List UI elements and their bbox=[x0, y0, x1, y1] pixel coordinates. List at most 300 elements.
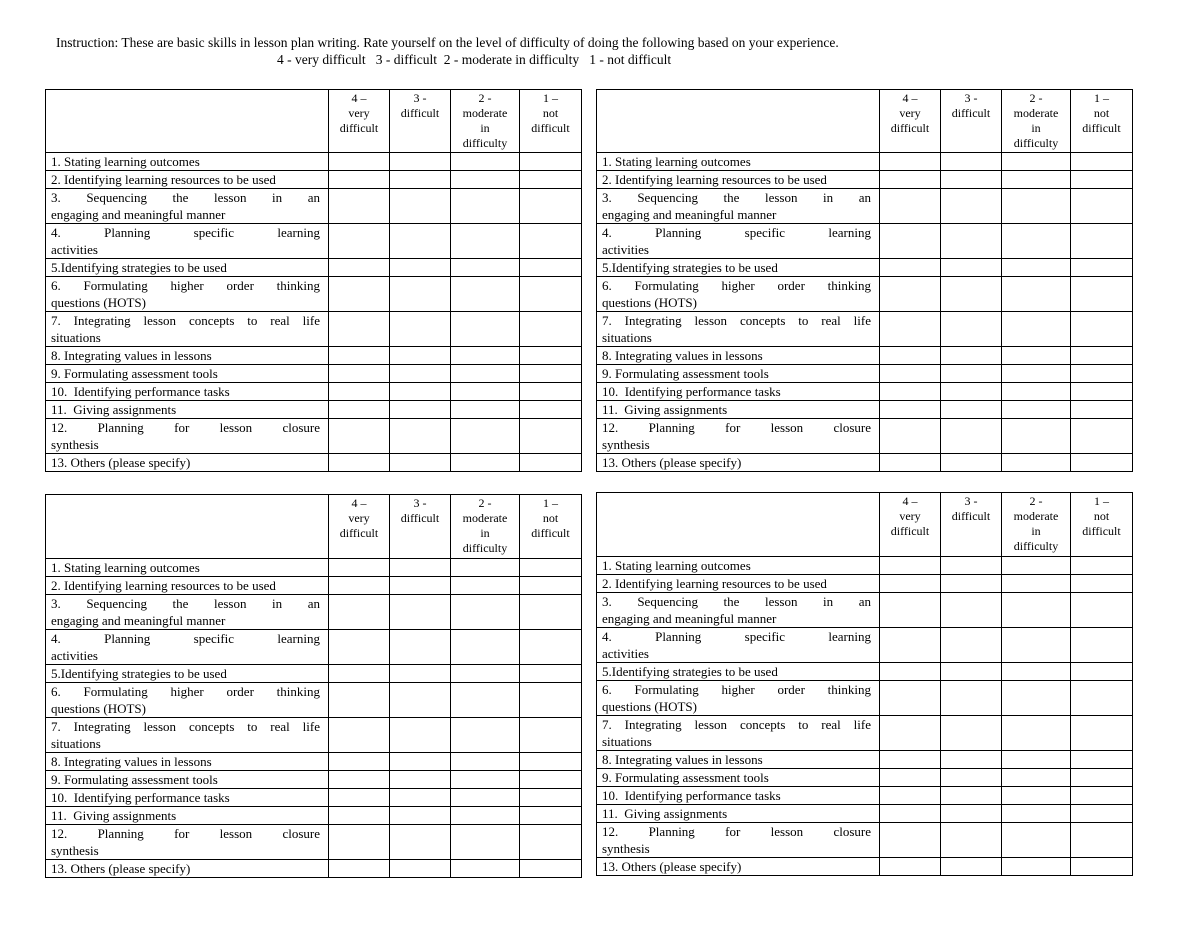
rating-cell-moderate[interactable] bbox=[1002, 751, 1071, 769]
table-row bbox=[597, 189, 1133, 224]
rating-cell-difficult[interactable] bbox=[390, 860, 451, 878]
skill-label-line: 10. Identifying performance tasks bbox=[602, 384, 781, 399]
skill-label bbox=[46, 860, 329, 878]
rating-cell-moderate[interactable] bbox=[1002, 628, 1071, 663]
skill-label bbox=[597, 681, 880, 716]
skill-label bbox=[597, 277, 880, 312]
rating-cell-very-difficult[interactable] bbox=[329, 419, 390, 454]
table-row bbox=[597, 401, 1133, 419]
rating-cell-not-difficult[interactable] bbox=[1071, 628, 1133, 663]
skill-label-line: 12. Planning for lesson closure bbox=[602, 824, 871, 839]
rating-cell-moderate[interactable] bbox=[451, 171, 520, 189]
rating-cell-difficult[interactable] bbox=[390, 259, 451, 277]
rating-cell-not-difficult[interactable] bbox=[1071, 769, 1133, 787]
column-header-line: 4 – bbox=[351, 91, 367, 105]
rating-cell-moderate[interactable] bbox=[451, 365, 520, 383]
rating-cell-difficult[interactable] bbox=[941, 805, 1002, 823]
rating-cell-difficult[interactable] bbox=[390, 665, 451, 683]
rating-cell-difficult[interactable] bbox=[941, 769, 1002, 787]
rating-cell-not-difficult[interactable] bbox=[1071, 858, 1133, 876]
skill-label-line: 13. Others (please specify) bbox=[602, 859, 742, 874]
rating-cell-not-difficult[interactable] bbox=[1071, 401, 1133, 419]
rating-cell-very-difficult[interactable] bbox=[329, 665, 390, 683]
rating-cell-moderate[interactable] bbox=[451, 259, 520, 277]
rating-cell-not-difficult[interactable] bbox=[520, 718, 582, 753]
rating-cell-moderate[interactable] bbox=[451, 577, 520, 595]
rating-cell-very-difficult[interactable] bbox=[880, 454, 941, 472]
rating-cell-moderate[interactable] bbox=[1002, 593, 1071, 628]
rating-cell-moderate[interactable] bbox=[451, 454, 520, 472]
rating-cell-moderate[interactable] bbox=[1002, 312, 1071, 347]
rating-cell-very-difficult[interactable] bbox=[880, 823, 941, 858]
table-row bbox=[46, 277, 582, 312]
rating-cell-difficult[interactable] bbox=[390, 771, 451, 789]
rating-cell-very-difficult[interactable] bbox=[329, 347, 390, 365]
skill-label-line: 12. Planning for lesson closure bbox=[51, 826, 320, 841]
rating-cell-moderate[interactable] bbox=[451, 860, 520, 878]
rating-cell-difficult[interactable] bbox=[941, 365, 1002, 383]
column-header-line: very bbox=[899, 106, 921, 120]
rating-cell-not-difficult[interactable] bbox=[1071, 365, 1133, 383]
column-header-line: moderate bbox=[462, 511, 508, 525]
skill-label-line: 6. Formulating higher order thinking bbox=[51, 278, 320, 293]
rating-cell-moderate[interactable] bbox=[451, 559, 520, 577]
rating-cell-very-difficult[interactable] bbox=[329, 189, 390, 224]
table-row bbox=[46, 559, 582, 577]
rating-cell-difficult[interactable] bbox=[390, 365, 451, 383]
rating-cell-very-difficult[interactable] bbox=[329, 312, 390, 347]
table-row bbox=[597, 805, 1133, 823]
rating-cell-moderate[interactable] bbox=[1002, 716, 1071, 751]
rating-cell-moderate[interactable] bbox=[1002, 663, 1071, 681]
rating-cell-very-difficult[interactable] bbox=[880, 383, 941, 401]
skill-label-line: 12. Planning for lesson closure bbox=[51, 420, 320, 435]
rating-cell-very-difficult[interactable] bbox=[880, 171, 941, 189]
rating-cell-difficult[interactable] bbox=[390, 153, 451, 171]
rating-cell-not-difficult[interactable] bbox=[1071, 823, 1133, 858]
skill-label-line: 7. Integrating lesson concepts to real life bbox=[602, 717, 871, 732]
rating-cell-very-difficult[interactable] bbox=[880, 769, 941, 787]
table-row bbox=[46, 683, 582, 718]
rating-cell-difficult[interactable] bbox=[390, 224, 451, 259]
skill-label-line: 5.Identifying strategies to be used bbox=[51, 666, 227, 681]
rating-cell-difficult[interactable] bbox=[390, 577, 451, 595]
rating-cell-moderate[interactable] bbox=[451, 683, 520, 718]
table-row bbox=[597, 769, 1133, 787]
rating-cell-not-difficult[interactable] bbox=[520, 259, 582, 277]
rating-cell-very-difficult[interactable] bbox=[329, 259, 390, 277]
rating-cell-not-difficult[interactable] bbox=[520, 665, 582, 683]
rating-cell-very-difficult[interactable] bbox=[329, 789, 390, 807]
column-header-line: difficult bbox=[951, 509, 991, 523]
table-row bbox=[46, 665, 582, 683]
skill-label bbox=[597, 365, 880, 383]
rating-cell-not-difficult[interactable] bbox=[1071, 716, 1133, 751]
rating-cell-difficult[interactable] bbox=[941, 153, 1002, 171]
column-header-line: 2 - bbox=[478, 496, 492, 510]
rating-cell-not-difficult[interactable] bbox=[1071, 751, 1133, 769]
column-header-line: difficult bbox=[1082, 121, 1121, 135]
skill-label-line: 5.Identifying strategies to be used bbox=[602, 664, 778, 679]
rating-cell-moderate[interactable] bbox=[451, 153, 520, 171]
rating-cell-not-difficult[interactable] bbox=[520, 577, 582, 595]
rating-cell-very-difficult[interactable] bbox=[880, 557, 941, 575]
rating-cell-not-difficult[interactable] bbox=[520, 630, 582, 665]
rating-cell-difficult[interactable] bbox=[390, 825, 451, 860]
rating-cell-very-difficult[interactable] bbox=[880, 628, 941, 663]
rating-cell-not-difficult[interactable] bbox=[1071, 312, 1133, 347]
rating-cell-very-difficult[interactable] bbox=[880, 312, 941, 347]
rating-cell-not-difficult[interactable] bbox=[1071, 383, 1133, 401]
rating-cell-difficult[interactable] bbox=[941, 681, 1002, 716]
rating-cell-difficult[interactable] bbox=[941, 189, 1002, 224]
rating-cell-very-difficult[interactable] bbox=[880, 224, 941, 259]
table-row bbox=[597, 663, 1133, 681]
rating-cell-very-difficult[interactable] bbox=[329, 753, 390, 771]
table-row bbox=[46, 753, 582, 771]
skill-label bbox=[46, 259, 329, 277]
rating-cell-not-difficult[interactable] bbox=[1071, 575, 1133, 593]
rating-cell-difficult[interactable] bbox=[390, 277, 451, 312]
skill-label bbox=[597, 383, 880, 401]
rating-cell-moderate[interactable] bbox=[1002, 557, 1071, 575]
rating-cell-moderate[interactable] bbox=[1002, 805, 1071, 823]
rating-cell-very-difficult[interactable] bbox=[880, 153, 941, 171]
rating-cell-difficult[interactable] bbox=[941, 259, 1002, 277]
rating-cell-moderate[interactable] bbox=[451, 419, 520, 454]
rating-cell-moderate[interactable] bbox=[1002, 171, 1071, 189]
rating-cell-difficult[interactable] bbox=[941, 787, 1002, 805]
skill-label-line: 13. Others (please specify) bbox=[51, 455, 191, 470]
rating-cell-moderate[interactable] bbox=[1002, 189, 1071, 224]
rating-cell-difficult[interactable] bbox=[941, 663, 1002, 681]
rating-cell-moderate[interactable] bbox=[451, 718, 520, 753]
column-header-not-difficult bbox=[520, 90, 582, 153]
rating-cell-very-difficult[interactable] bbox=[329, 277, 390, 312]
rating-cell-very-difficult[interactable] bbox=[880, 401, 941, 419]
skill-label bbox=[46, 454, 329, 472]
rating-cell-not-difficult[interactable] bbox=[520, 825, 582, 860]
rating-cell-difficult[interactable] bbox=[390, 401, 451, 419]
rating-cell-very-difficult[interactable] bbox=[880, 787, 941, 805]
skill-label bbox=[46, 171, 329, 189]
skill-label-line: 2. Identifying learning resources to be used bbox=[51, 578, 276, 593]
column-header-line: moderate bbox=[1013, 106, 1059, 120]
skill-label-line: 4. Planning specific learning bbox=[602, 629, 871, 644]
rating-cell-difficult[interactable] bbox=[390, 171, 451, 189]
rating-cell-moderate[interactable] bbox=[451, 224, 520, 259]
rating-cell-very-difficult[interactable] bbox=[329, 630, 390, 665]
rating-cell-moderate[interactable] bbox=[451, 807, 520, 825]
rating-cell-moderate[interactable] bbox=[451, 789, 520, 807]
rating-cell-difficult[interactable] bbox=[390, 807, 451, 825]
rating-cell-difficult[interactable] bbox=[941, 224, 1002, 259]
rating-cell-difficult[interactable] bbox=[941, 277, 1002, 312]
skill-label bbox=[46, 189, 329, 224]
skill-label-line: 4. Planning specific learning bbox=[51, 631, 320, 646]
rating-cell-very-difficult[interactable] bbox=[880, 663, 941, 681]
column-header-moderate bbox=[451, 90, 520, 153]
rating-cell-moderate[interactable] bbox=[451, 401, 520, 419]
rating-cell-moderate[interactable] bbox=[451, 825, 520, 860]
table-row bbox=[597, 681, 1133, 716]
rating-cell-moderate[interactable] bbox=[1002, 383, 1071, 401]
rating-cell-moderate[interactable] bbox=[451, 630, 520, 665]
rating-cell-not-difficult[interactable] bbox=[520, 224, 582, 259]
rating-cell-difficult[interactable] bbox=[941, 716, 1002, 751]
table-row bbox=[597, 628, 1133, 663]
rating-cell-very-difficult[interactable] bbox=[880, 365, 941, 383]
rating-cell-not-difficult[interactable] bbox=[1071, 681, 1133, 716]
rating-cell-difficult[interactable] bbox=[390, 718, 451, 753]
rating-cell-moderate[interactable] bbox=[1002, 224, 1071, 259]
rating-cell-very-difficult[interactable] bbox=[880, 259, 941, 277]
rating-cell-difficult[interactable] bbox=[390, 189, 451, 224]
rating-cell-very-difficult[interactable] bbox=[329, 401, 390, 419]
rating-cell-very-difficult[interactable] bbox=[329, 577, 390, 595]
table-row bbox=[597, 224, 1133, 259]
rating-cell-not-difficult[interactable] bbox=[520, 753, 582, 771]
rating-cell-not-difficult[interactable] bbox=[520, 789, 582, 807]
rating-cell-moderate[interactable] bbox=[451, 595, 520, 630]
skill-label bbox=[46, 789, 329, 807]
rating-cell-not-difficult[interactable] bbox=[520, 347, 582, 365]
rating-cell-difficult[interactable] bbox=[390, 559, 451, 577]
rating-cell-moderate[interactable] bbox=[1002, 787, 1071, 805]
rating-cell-difficult[interactable] bbox=[941, 454, 1002, 472]
skill-label-line: 11. Giving assignments bbox=[51, 402, 177, 417]
rating-cell-very-difficult[interactable] bbox=[880, 593, 941, 628]
rating-cell-not-difficult[interactable] bbox=[1071, 419, 1133, 454]
rating-cell-very-difficult[interactable] bbox=[329, 860, 390, 878]
rating-cell-difficult[interactable] bbox=[941, 858, 1002, 876]
column-header-line: moderate bbox=[462, 106, 508, 120]
skill-label-line: 2. Identifying learning resources to be used bbox=[602, 576, 827, 591]
skill-label-line: situations bbox=[51, 736, 101, 751]
column-header-line: 3 - bbox=[964, 91, 978, 105]
rating-cell-very-difficult[interactable] bbox=[329, 718, 390, 753]
rating-cell-difficult[interactable] bbox=[941, 751, 1002, 769]
rating-cell-very-difficult[interactable] bbox=[329, 771, 390, 789]
table-row bbox=[597, 716, 1133, 751]
skill-label bbox=[46, 419, 329, 454]
rating-cell-difficult[interactable] bbox=[941, 823, 1002, 858]
rating-cell-difficult[interactable] bbox=[390, 595, 451, 630]
table-row bbox=[597, 419, 1133, 454]
rating-cell-moderate[interactable] bbox=[1002, 259, 1071, 277]
rating-cell-difficult[interactable] bbox=[941, 171, 1002, 189]
rating-cell-moderate[interactable] bbox=[1002, 277, 1071, 312]
rating-cell-difficult[interactable] bbox=[941, 557, 1002, 575]
instruction-scale-legend: 4 - very difficult 3 - difficult 2 - moderate in difficulty 1 - not difficult bbox=[277, 52, 672, 67]
table-row bbox=[46, 789, 582, 807]
table-row bbox=[597, 383, 1133, 401]
rating-cell-difficult[interactable] bbox=[390, 312, 451, 347]
rating-cell-not-difficult[interactable] bbox=[520, 401, 582, 419]
rating-cell-difficult[interactable] bbox=[941, 347, 1002, 365]
table-row bbox=[46, 454, 582, 472]
rating-cell-very-difficult[interactable] bbox=[880, 419, 941, 454]
rating-cell-very-difficult[interactable] bbox=[880, 277, 941, 312]
column-header-not-difficult bbox=[1071, 493, 1133, 557]
rating-cell-very-difficult[interactable] bbox=[329, 365, 390, 383]
skill-label-line: 13. Others (please specify) bbox=[602, 455, 742, 470]
rating-cell-not-difficult[interactable] bbox=[1071, 663, 1133, 681]
table-row bbox=[46, 860, 582, 878]
skill-label bbox=[597, 153, 880, 171]
column-header-line: in bbox=[1031, 524, 1041, 538]
column-header-line: 4 – bbox=[351, 496, 367, 510]
skill-label bbox=[597, 401, 880, 419]
rating-cell-difficult[interactable] bbox=[941, 593, 1002, 628]
skill-label-line: 10. Identifying performance tasks bbox=[602, 788, 781, 803]
instruction-line-1: Instruction: These are basic skills in lesson plan writing. Rate yourself on the level of difficulty of doing the following based on your experience. bbox=[56, 35, 839, 50]
rating-cell-not-difficult[interactable] bbox=[1071, 277, 1133, 312]
rating-cell-not-difficult[interactable] bbox=[520, 559, 582, 577]
rating-cell-difficult[interactable] bbox=[390, 753, 451, 771]
rating-cell-moderate[interactable] bbox=[1002, 823, 1071, 858]
column-header-line: difficult bbox=[531, 121, 570, 135]
rating-cell-not-difficult[interactable] bbox=[520, 419, 582, 454]
rating-cell-not-difficult[interactable] bbox=[1071, 805, 1133, 823]
rating-cell-not-difficult[interactable] bbox=[1071, 259, 1133, 277]
rating-cell-not-difficult[interactable] bbox=[520, 595, 582, 630]
rating-cell-moderate[interactable] bbox=[451, 277, 520, 312]
rating-cell-difficult[interactable] bbox=[941, 383, 1002, 401]
table-row bbox=[597, 277, 1133, 312]
skill-label bbox=[46, 365, 329, 383]
rating-cell-not-difficult[interactable] bbox=[1071, 153, 1133, 171]
rating-cell-moderate[interactable] bbox=[451, 665, 520, 683]
rating-cell-moderate[interactable] bbox=[1002, 347, 1071, 365]
table-row bbox=[46, 224, 582, 259]
skill-label-line: questions (HOTS) bbox=[602, 699, 697, 714]
rating-cell-very-difficult[interactable] bbox=[329, 683, 390, 718]
skill-label-line: 6. Formulating higher order thinking bbox=[51, 684, 320, 699]
rating-cell-very-difficult[interactable] bbox=[329, 595, 390, 630]
skill-label-line: 7. Integrating lesson concepts to real life bbox=[51, 313, 320, 328]
rating-cell-moderate[interactable] bbox=[451, 347, 520, 365]
rating-cell-difficult[interactable] bbox=[390, 789, 451, 807]
rating-cell-difficult[interactable] bbox=[941, 419, 1002, 454]
rating-cell-moderate[interactable] bbox=[451, 771, 520, 789]
rating-cell-very-difficult[interactable] bbox=[329, 559, 390, 577]
rating-cell-not-difficult[interactable] bbox=[1071, 787, 1133, 805]
skill-label bbox=[46, 383, 329, 401]
rating-cell-difficult[interactable] bbox=[390, 683, 451, 718]
rating-cell-very-difficult[interactable] bbox=[880, 751, 941, 769]
rating-cell-very-difficult[interactable] bbox=[329, 825, 390, 860]
rating-cell-moderate[interactable] bbox=[451, 189, 520, 224]
rating-cell-difficult[interactable] bbox=[390, 347, 451, 365]
rating-cell-very-difficult[interactable] bbox=[880, 347, 941, 365]
skill-label bbox=[46, 825, 329, 860]
column-header-not-difficult bbox=[1071, 90, 1133, 153]
rating-cell-very-difficult[interactable] bbox=[329, 224, 390, 259]
rating-cell-not-difficult[interactable] bbox=[1071, 593, 1133, 628]
rating-cell-not-difficult[interactable] bbox=[520, 189, 582, 224]
rating-cell-difficult[interactable] bbox=[390, 383, 451, 401]
column-header-not-difficult bbox=[520, 495, 582, 559]
skill-label-line: 12. Planning for lesson closure bbox=[602, 420, 871, 435]
rating-cell-not-difficult[interactable] bbox=[520, 312, 582, 347]
column-header-line: 4 – bbox=[902, 91, 918, 105]
rating-cell-not-difficult[interactable] bbox=[520, 171, 582, 189]
table-row bbox=[46, 312, 582, 347]
rating-cell-difficult[interactable] bbox=[390, 419, 451, 454]
rating-cell-not-difficult[interactable] bbox=[1071, 557, 1133, 575]
rating-cell-very-difficult[interactable] bbox=[880, 858, 941, 876]
rating-cell-not-difficult[interactable] bbox=[1071, 171, 1133, 189]
rating-cell-very-difficult[interactable] bbox=[329, 153, 390, 171]
skill-label bbox=[46, 277, 329, 312]
column-header-line: not bbox=[542, 511, 559, 525]
rating-cell-moderate[interactable] bbox=[1002, 858, 1071, 876]
rating-cell-moderate[interactable] bbox=[1002, 769, 1071, 787]
rating-cell-not-difficult[interactable] bbox=[1071, 454, 1133, 472]
rating-cell-moderate[interactable] bbox=[1002, 681, 1071, 716]
rating-cell-moderate[interactable] bbox=[1002, 365, 1071, 383]
rating-cell-moderate[interactable] bbox=[1002, 419, 1071, 454]
rating-cell-moderate[interactable] bbox=[451, 383, 520, 401]
rating-cell-very-difficult[interactable] bbox=[329, 454, 390, 472]
rating-cell-not-difficult[interactable] bbox=[520, 277, 582, 312]
skill-label-line: 13. Others (please specify) bbox=[51, 861, 191, 876]
column-header-difficult bbox=[390, 495, 451, 559]
rating-cell-moderate[interactable] bbox=[1002, 401, 1071, 419]
rating-cell-very-difficult[interactable] bbox=[880, 575, 941, 593]
rating-cell-very-difficult[interactable] bbox=[329, 383, 390, 401]
rating-cell-very-difficult[interactable] bbox=[880, 189, 941, 224]
rating-cell-not-difficult[interactable] bbox=[520, 365, 582, 383]
rating-cell-not-difficult[interactable] bbox=[520, 383, 582, 401]
rating-cell-not-difficult[interactable] bbox=[520, 153, 582, 171]
rating-cell-very-difficult[interactable] bbox=[880, 716, 941, 751]
rating-cell-very-difficult[interactable] bbox=[329, 807, 390, 825]
rating-cell-difficult[interactable] bbox=[941, 401, 1002, 419]
skill-label-line: 3. Sequencing the lesson in an bbox=[51, 596, 320, 611]
rating-cell-not-difficult[interactable] bbox=[520, 807, 582, 825]
rating-cell-difficult[interactable] bbox=[941, 575, 1002, 593]
rating-cell-not-difficult[interactable] bbox=[1071, 189, 1133, 224]
rating-cell-moderate[interactable] bbox=[451, 312, 520, 347]
rating-cell-difficult[interactable] bbox=[941, 312, 1002, 347]
rating-cell-not-difficult[interactable] bbox=[520, 683, 582, 718]
skill-label bbox=[597, 419, 880, 454]
rating-cell-difficult[interactable] bbox=[390, 630, 451, 665]
skill-header-cell bbox=[597, 493, 880, 557]
rating-cell-not-difficult[interactable] bbox=[1071, 347, 1133, 365]
rating-cell-difficult[interactable] bbox=[941, 628, 1002, 663]
rating-cell-not-difficult[interactable] bbox=[520, 454, 582, 472]
rating-cell-very-difficult[interactable] bbox=[880, 805, 941, 823]
rating-cell-difficult[interactable] bbox=[390, 454, 451, 472]
rating-cell-very-difficult[interactable] bbox=[880, 681, 941, 716]
rating-cell-moderate[interactable] bbox=[1002, 575, 1071, 593]
column-header-line: very bbox=[348, 511, 370, 525]
rating-cell-moderate[interactable] bbox=[1002, 153, 1071, 171]
rating-cell-not-difficult[interactable] bbox=[520, 860, 582, 878]
rating-cell-very-difficult[interactable] bbox=[329, 171, 390, 189]
rating-cell-moderate[interactable] bbox=[1002, 454, 1071, 472]
rating-cell-not-difficult[interactable] bbox=[520, 771, 582, 789]
rating-cell-moderate[interactable] bbox=[451, 753, 520, 771]
table-row bbox=[46, 365, 582, 383]
skill-label-line: activities bbox=[51, 242, 98, 257]
rating-table-2 bbox=[596, 89, 1133, 472]
rating-cell-not-difficult[interactable] bbox=[1071, 224, 1133, 259]
skill-label bbox=[597, 751, 880, 769]
